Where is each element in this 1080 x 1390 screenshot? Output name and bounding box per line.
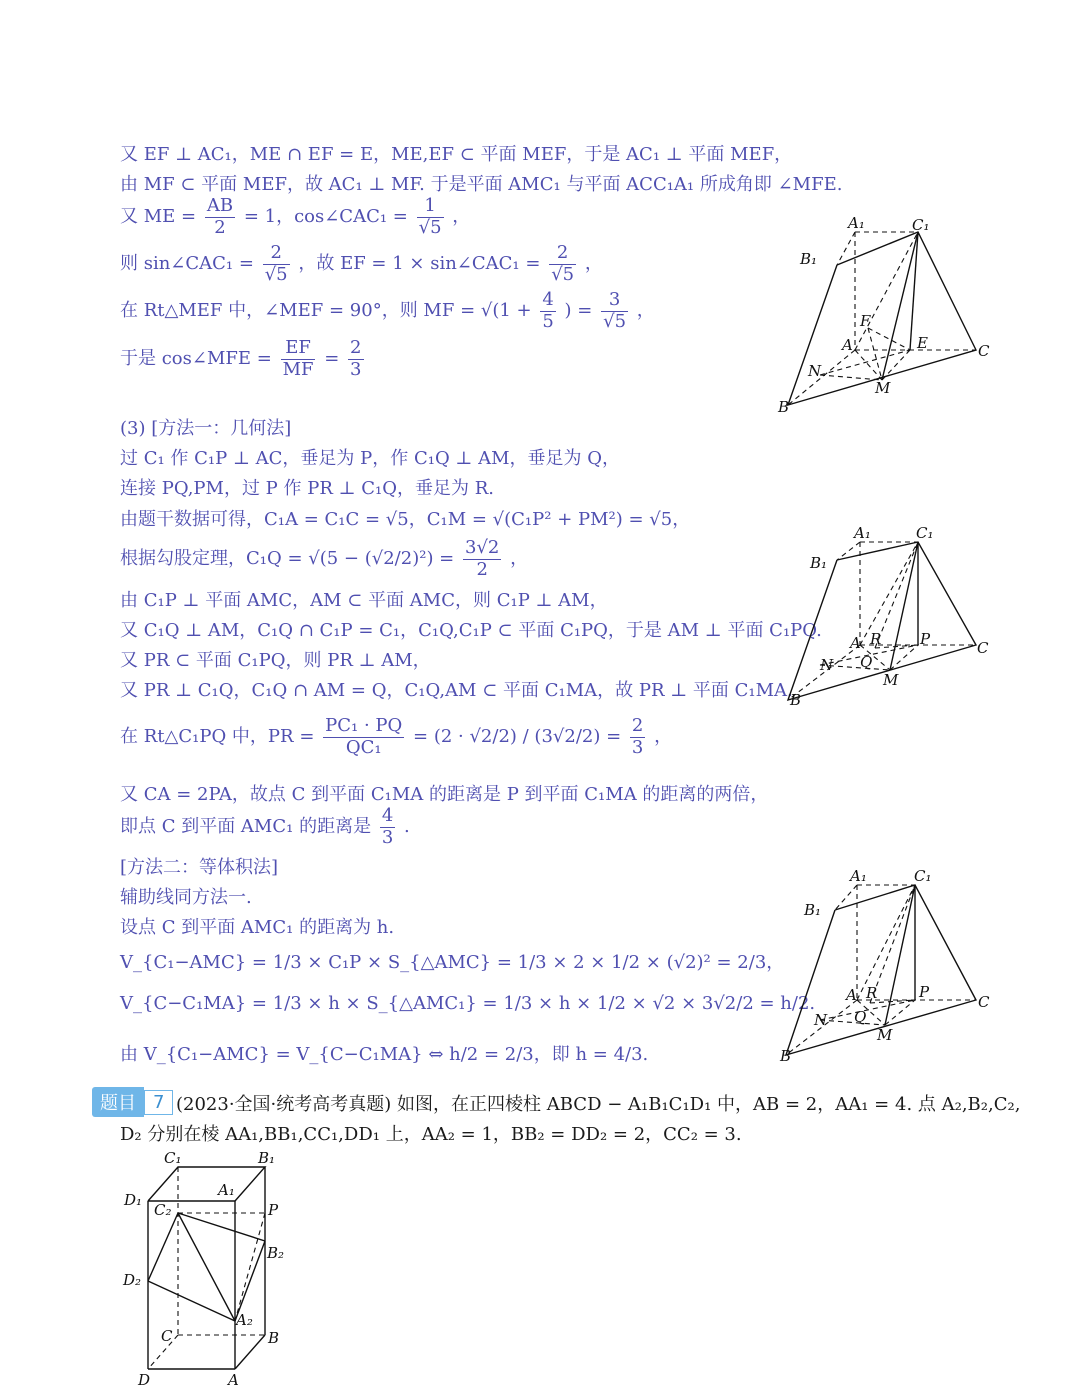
question-line-2: D₂ 分别在棱 AA₁,BB₁,CC₁,DD₁ 上，AA₂ = 1，BB₂ = DD₂ = 2，CC₂ = 3. [120,1124,742,1145]
line-17: 又 CA = 2PA，故点 C 到平面 C₁MA 的距离是 P 到平面 C₁MA 的距离的两倍， [120,784,769,805]
line-9: 连接 PQ,PM，过 P 作 PR ⊥ C₁Q，垂足为 R. [120,478,495,499]
fig4-label-D: D [138,1371,151,1389]
fig1-label-C: C [978,342,990,360]
figure-1 [780,210,1000,420]
fig4-label-P: P [268,1201,279,1219]
fig3-label-N: N [814,1011,828,1029]
fig1-label-E: E [917,334,928,352]
fig3-label-C1: C₁ [914,867,932,885]
fig1-label-F: F [860,312,871,330]
fig1-label-N: N [808,362,822,380]
line-8: 过 C₁ 作 C₁P ⊥ AC，垂足为 P，作 C₁Q ⊥ AM，垂足为 Q， [120,448,620,469]
fig3-label-R: R [866,984,878,1002]
fig4-label-A1: A₁ [218,1181,235,1199]
fig4-label-D2: D₂ [123,1271,142,1289]
question-number: 7 [144,1090,173,1115]
fig1-label-B1: B₁ [800,250,818,268]
line-3: 又 ME = $\frac{AB}{2}$ = 1，cos∠CAC₁ = $\frac{1}{√5}$ ， [120,195,471,238]
fig4-label-B1: B₁ [258,1149,276,1167]
question-tag-label: 题目 [92,1087,144,1117]
fig4-label-A: A [228,1371,239,1389]
line-4: 则 sin∠CAC₁ = $\frac{2}{√5}$ ，故 EF = 1 × sin∠CAC₁ = $\frac{2}{√5}$ ， [120,242,603,285]
line-13: 又 C₁Q ⊥ AM，C₁Q ∩ C₁P = C₁，C₁Q,C₁P ⊂ 平面 C₁PQ，于是 AM ⊥ 平面 C₁PQ. [120,620,822,641]
line-20: 辅助线同方法一. [120,887,252,908]
fig2-label-N: N [820,656,834,674]
line-7: (3) [方法一：几何法] [120,418,292,439]
fig3-label-A1: A₁ [850,867,867,885]
fig4-label-C: C [161,1327,173,1345]
line-6: 于是 cos∠MFE = $\frac{EF}{MF}$ = $\frac{2}{3}$ [120,337,362,380]
fig3-label-B1: B₁ [804,901,822,919]
fig1-label-A: A [842,336,853,354]
figure-2 [780,520,1000,715]
fig2-label-B1: B₁ [810,554,828,572]
fig1-label-M: M [875,379,891,397]
fig3-label-M: M [877,1026,893,1044]
line-1: 又 EF ⊥ AC₁，ME ∩ EF = E，ME,EF ⊂ 平面 MEF，于是 AC₁ ⊥ 平面 MEF， [120,144,793,165]
fig3-label-Q: Q [854,1008,867,1026]
line-10: 由题干数据可得，C₁A = C₁C = √5，C₁M = √(C₁P² + PM²) = √5， [120,509,691,530]
line-18: 即点 C 到平面 AMC₁ 的距离是 $\frac{4}{3}$ . [120,805,410,848]
fig2-label-P: P [920,630,931,648]
fig2-label-R: R [870,630,882,648]
line-2: 由 MF ⊂ 平面 MEF，故 AC₁ ⊥ MF. 于是平面 AMC₁ 与平面 ACC₁A₁ 所成角即 ∠MFE. [120,174,843,195]
fig4-label-B: B [268,1329,280,1347]
line-15: 又 PR ⊥ C₁Q，C₁Q ∩ AM = Q，C₁Q,AM ⊂ 平面 C₁MA，故 PR ⊥ 平面 C₁MA. [120,680,793,701]
fig1-label-B: B [778,398,790,416]
fig3-label-C: C [978,993,990,1011]
line-11: 根据勾股定理，C₁Q = √(5 − (√2/2)²) = $\frac{3√2}{2}$ ， [120,537,529,580]
line-12: 由 C₁P ⊥ 平面 AMC，AM ⊂ 平面 AMC，则 C₁P ⊥ AM， [120,590,608,611]
line-16: 在 Rt△C₁PQ 中，PR = $\frac{\text{PC₁ · PQ}}{\text{QC₁}}$ = (2 · √2/2) / (3√2/2) = $\frac{2}{3}$ ， [120,715,673,758]
line-24: 由 V_{C₁−AMC} = V_{C−C₁MA} ⇔ h/2 = 2/3，即 h = 4/3. [120,1044,649,1065]
figure-4 [120,1145,320,1390]
fig4-label-B2: B₂ [267,1244,285,1262]
fig2-label-C1: C₁ [916,524,934,542]
fig1-label-A1: A₁ [848,214,865,232]
question-line-1: (2023·全国·统考高考真题) 如图，在正四棱柱 ABCD − A₁B₁C₁D₁ 中，AB = 2，AA₁ = 4. 点 A₂,B₂,C₂, [176,1094,1021,1115]
line-22: V_{C₁−AMC} = 1/3 × C₁P × S_{△AMC} = 1/3 × 2 × 1/2 × (√2)² = 2/3， [120,952,785,973]
line-19: [方法二：等体积法] [120,857,279,878]
fig2-label-C: C [977,639,989,657]
fig3-label-B: B [780,1047,792,1065]
fig1-label-C1: C₁ [912,216,930,234]
fig4-label-C1: C₁ [164,1149,182,1167]
line-23: V_{C−C₁MA} = 1/3 × h × S_{△AMC₁} = 1/3 × h × 1/2 × √2 × 3√2/2 = h/2. [120,993,816,1014]
fig2-label-B: B [790,691,802,709]
question-tag [92,1087,173,1117]
fig3-label-A: A [846,986,857,1004]
fig2-label-A: A [850,634,861,652]
fig2-label-A1: A₁ [854,524,871,542]
figure-3 [780,865,1000,1065]
line-21: 设点 C 到平面 AMC₁ 的距离为 h. [120,917,395,938]
line-14: 又 PR ⊂ 平面 C₁PQ，则 PR ⊥ AM， [120,650,431,671]
line-5: 在 Rt△MEF 中，∠MEF = 90°，则 MF = √(1 + $\frac{4}{5}$ ) = $\frac{3}{√5}$ ， [120,289,655,332]
fig4-label-A2: A₂ [236,1311,253,1329]
fig2-label-Q: Q [860,653,873,671]
fig3-label-P: P [919,983,930,1001]
fig4-label-C2: C₂ [154,1201,172,1219]
fig4-label-D1: D₁ [124,1191,143,1209]
fig2-label-M: M [883,671,899,689]
